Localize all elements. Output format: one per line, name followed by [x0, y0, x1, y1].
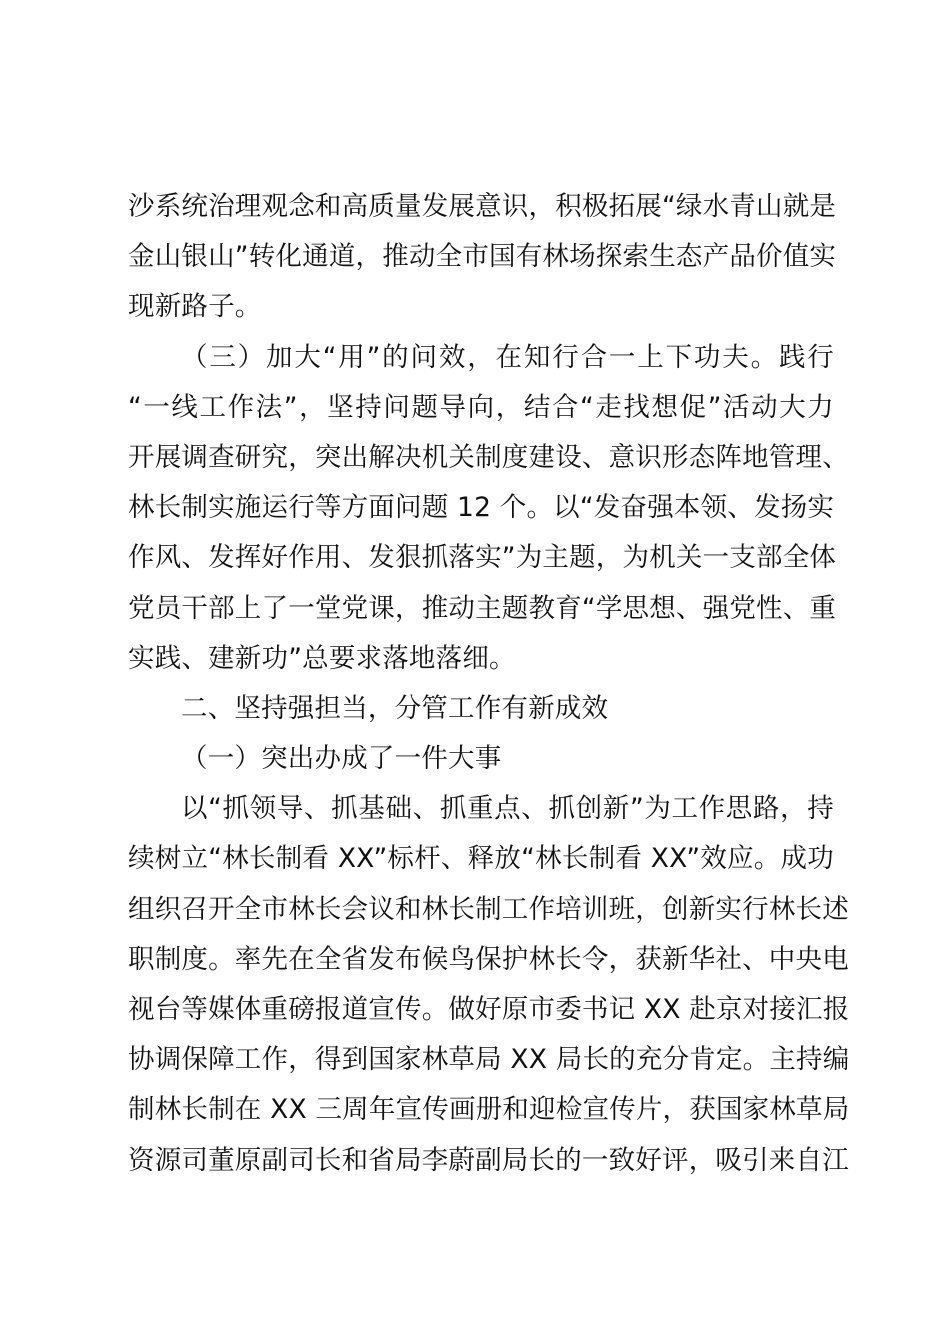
text-line: （一）突出办成了一件大事: [181, 743, 502, 775]
text-line: 金山银山”转化通道，推动全市国有林场探索生态产品价值实: [128, 241, 837, 273]
text-line: 二、坚持强担当，分管工作有新成效: [181, 692, 609, 724]
text-line: 作风、发挥好作用、发狠抓落实”为主题，为机关一支部全体: [128, 542, 837, 574]
text-line: 资源司董原副司长和省局李蔚副局长的一致好评，吸引来自江: [128, 1144, 849, 1176]
text-line: 组织召开全市林长会议和林长制工作培训班，创新实行林长述: [128, 893, 849, 925]
text-line: 实践、建新功”总要求落地落细。: [128, 642, 516, 674]
text-line: 续树立“林长制看 XX”标杆、释放“林长制看 XX”效应。成功: [128, 843, 834, 875]
text-line: 职制度。率先在全省发布候鸟保护林长令，获新华社、中央电: [128, 943, 849, 975]
text-line: （三）加大“用”的问效，在知行合一上下功夫。践行: [181, 341, 834, 373]
document-body: [128, 182, 850, 1186]
text-line: 现新路子。: [128, 291, 262, 323]
text-line: 协调保障工作，得到国家林草局 XX 局长的充分肯定。主持编: [128, 1044, 850, 1076]
text-line: 以“抓领导、抓基础、抓重点、抓创新”为工作思路，持: [181, 793, 834, 825]
text-line: 沙系统治理观念和高质量发展意识，积极拓展“绿水青山就是: [128, 191, 837, 222]
text-line: 开展调查研究，突出解决机关制度建设、意识形态阵地管理、: [128, 441, 849, 473]
text-line: “一线工作法”，坚持问题导向，结合“走找想促”活动大力: [128, 391, 834, 423]
text-line: 制林长制在 XX 三周年宣传画册和迎检宣传片，获国家林草局: [128, 1094, 850, 1126]
text-line: 视台等媒体重磅报道宣传。做好原市委书记 XX 赴京对接汇报: [128, 994, 850, 1025]
text-line: 党员干部上了一堂党课，推动主题教育“学思想、强党性、重: [128, 592, 837, 624]
text-line: 林长制实施运行等方面问题 12 个。以“发奋强本领、发扬实: [128, 492, 835, 524]
